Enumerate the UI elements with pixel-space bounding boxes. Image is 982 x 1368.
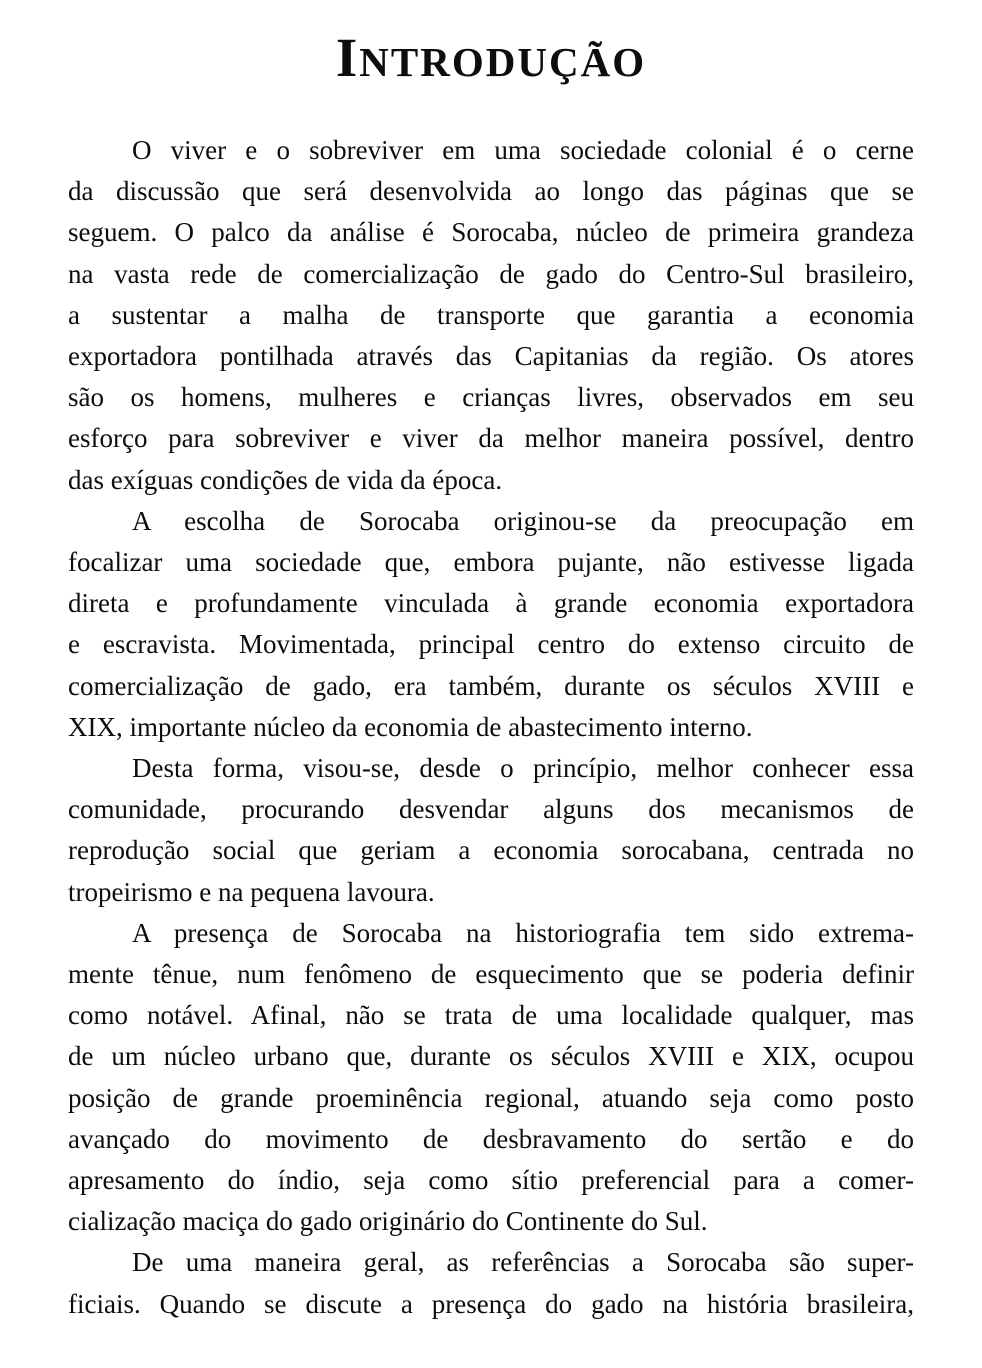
title-rest: NTRODUÇÃO bbox=[359, 39, 647, 85]
text-line: tropeirismo e na pequena lavoura. bbox=[68, 876, 435, 907]
text-line: comercialização de gado, era também, durante os séculos XVIII e bbox=[68, 670, 914, 701]
text-line: De uma maneira geral, as referências a Sorocaba são super- bbox=[132, 1247, 914, 1278]
text-line: como notável. Afinal, não se trata de uma localidade qualquer, mas bbox=[68, 1000, 914, 1031]
text-line: são os homens, mulheres e crianças livres, observados em seu bbox=[68, 382, 914, 413]
text-line: A presença de Sorocaba na historiografia tem sido extrema- bbox=[132, 917, 914, 948]
page-title bbox=[0, 27, 982, 88]
text-line: A escolha de Sorocaba originou-se da preocupação em bbox=[132, 505, 914, 536]
title-initial-letter: I bbox=[335, 27, 360, 88]
text-line: cialização maciça do gado originário do Continente do Sul. bbox=[68, 1206, 708, 1237]
body-text bbox=[68, 130, 914, 1325]
text-line: a sustentar a malha de transporte que garantia a economia bbox=[68, 299, 914, 330]
text-line: apresamento do índio, seja como sítio preferencial para a comer- bbox=[68, 1165, 914, 1196]
text-line: seguem. O palco da análise é Sorocaba, núcleo de primeira grandeza bbox=[68, 217, 914, 248]
text-line: na vasta rede de comercialização de gado do Centro-Sul brasileiro, bbox=[68, 258, 914, 289]
text-line: reprodução social que geriam a economia sorocabana, centrada no bbox=[68, 835, 914, 866]
paragraph bbox=[68, 1242, 914, 1324]
text-line: ficiais. Quando se discute a presença do gado na história brasileira, bbox=[68, 1288, 914, 1319]
text-line: posição de grande proeminência regional, atuando seja como posto bbox=[68, 1082, 914, 1113]
text-line: avançado do movimento de desbravamento do sertão e do bbox=[68, 1123, 914, 1154]
text-line: Desta forma, visou-se, desde o princípio, melhor conhecer essa bbox=[132, 753, 914, 784]
text-line: XIX, importante núcleo da economia de abastecimento interno. bbox=[68, 711, 753, 742]
text-line: das exíguas condições de vida da época. bbox=[68, 464, 503, 495]
text-line: e escravista. Movimentada, principal centro do extenso circuito de bbox=[68, 629, 914, 660]
paragraph bbox=[68, 501, 914, 748]
text-line: da discussão que será desenvolvida ao longo das páginas que se bbox=[68, 176, 914, 207]
text-line: comunidade, procurando desvendar alguns dos mecanismos de bbox=[68, 794, 914, 825]
text-line: esforço para sobreviver e viver da melhor maneira possível, dentro bbox=[68, 423, 914, 454]
text-line: mente tênue, num fenômeno de esquecimento que se poderia definir bbox=[68, 959, 914, 990]
text-line: de um núcleo urbano que, durante os séculos XVIII e XIX, ocupou bbox=[68, 1041, 914, 1072]
text-line: direta e profundamente vinculada à grande economia exportadora bbox=[68, 588, 914, 619]
paragraph bbox=[68, 913, 914, 1243]
text-line: exportadora pontilhada através das Capitanias da região. Os atores bbox=[68, 341, 914, 372]
text-line: focalizar uma sociedade que, embora pujante, não estivesse ligada bbox=[68, 547, 914, 578]
paragraph bbox=[68, 748, 914, 913]
paragraph bbox=[68, 130, 914, 501]
text-line: O viver e o sobreviver em uma sociedade colonial é o cerne bbox=[132, 135, 914, 165]
